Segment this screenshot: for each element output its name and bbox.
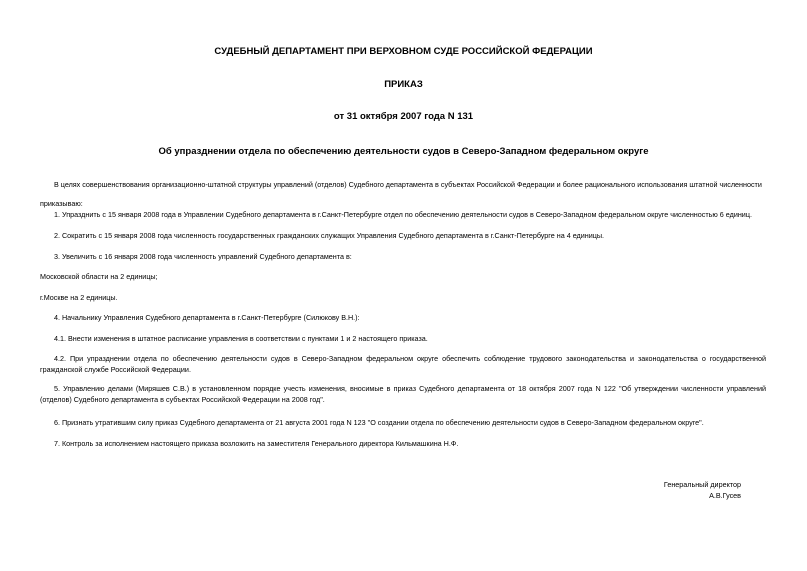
paragraph-7: 7. Контроль за исполнением настоящего приказа возложить на заместителя Генерального директора Кильмашкина Н.Ф. [54,439,459,448]
paragraph-3-item-b: г.Москве на 2 единицы. [40,293,118,302]
paragraph-4: 4. Начальнику Управления Судебного департамента в г.Санкт-Петербурге (Силюкову В.Н.): [54,313,360,322]
signature-position: Генеральный директор [663,480,741,489]
paragraph-3-item-a: Московской области на 2 единицы; [40,272,158,281]
paragraph-4-2: 4.2. При упразднении отдела по обеспечению деятельности судов в Северо-Западном федеральном округе обеспечить соблюдение трудового законодательства и законодательства о государственной гражданской службе Российской Федерации. [40,354,766,374]
document-date-number: от 31 октября 2007 года N 131 [333,111,474,122]
paragraph-6: 6. Признать утратившим силу приказ Судебного департамента от 21 августа 2001 года N 123 "О создании отдела по обеспечению деятельности судов в Северо-Западном федеральном округе". [54,418,704,427]
preamble-paragraph: В целях совершенствования организационно-штатной структуры управлений (отделов) Судебного департамента в субъектах Российской Федерации и более рационального использования штатной численности [54,180,762,189]
order-word: приказываю: [40,199,83,208]
document-type: ПРИКАЗ [384,79,423,90]
signature-name: А.В.Гусев [709,491,741,500]
paragraph-2: 2. Сократить с 15 января 2008 года численность государственных гражданских служащих Управления Судебного департамента в г.Санкт-Петербурге на 4 единицы. [54,231,605,240]
paragraph-5: 5. Управлению делами (Миряшев С.В.) в установленном порядке учесть изменения, вносимые в приказ Судебного департамента от 18 октября 2007 года N 122 "Об утверждении численности управлений (отделов) Судебного департамента в субъектах Российской Федерации на 2008 год". [40,384,766,404]
paragraph-4-1: 4.1. Внести изменения в штатное расписание управления в соответствии с пунктами 1 и 2 настоящего приказа. [54,334,428,343]
document-title: Об упразднении отдела по обеспечению деятельности судов в Северо-Западном федеральном округе [158,146,649,157]
paragraph-3: 3. Увеличить с 16 января 2008 года численность управлений Судебного департамента в: [54,252,352,261]
organization-heading: СУДЕБНЫЙ ДЕПАРТАМЕНТ ПРИ ВЕРХОВНОМ СУДЕ РОССИЙСКОЙ ФЕДЕРАЦИИ [214,46,593,57]
paragraph-1: 1. Упразднить с 15 января 2008 года в Управлении Судебного департамента в г.Санкт-Петербурге отдел по обеспечению деятельности судов в Северо-Западном федеральном округе численностью 6 единиц. [54,210,752,219]
